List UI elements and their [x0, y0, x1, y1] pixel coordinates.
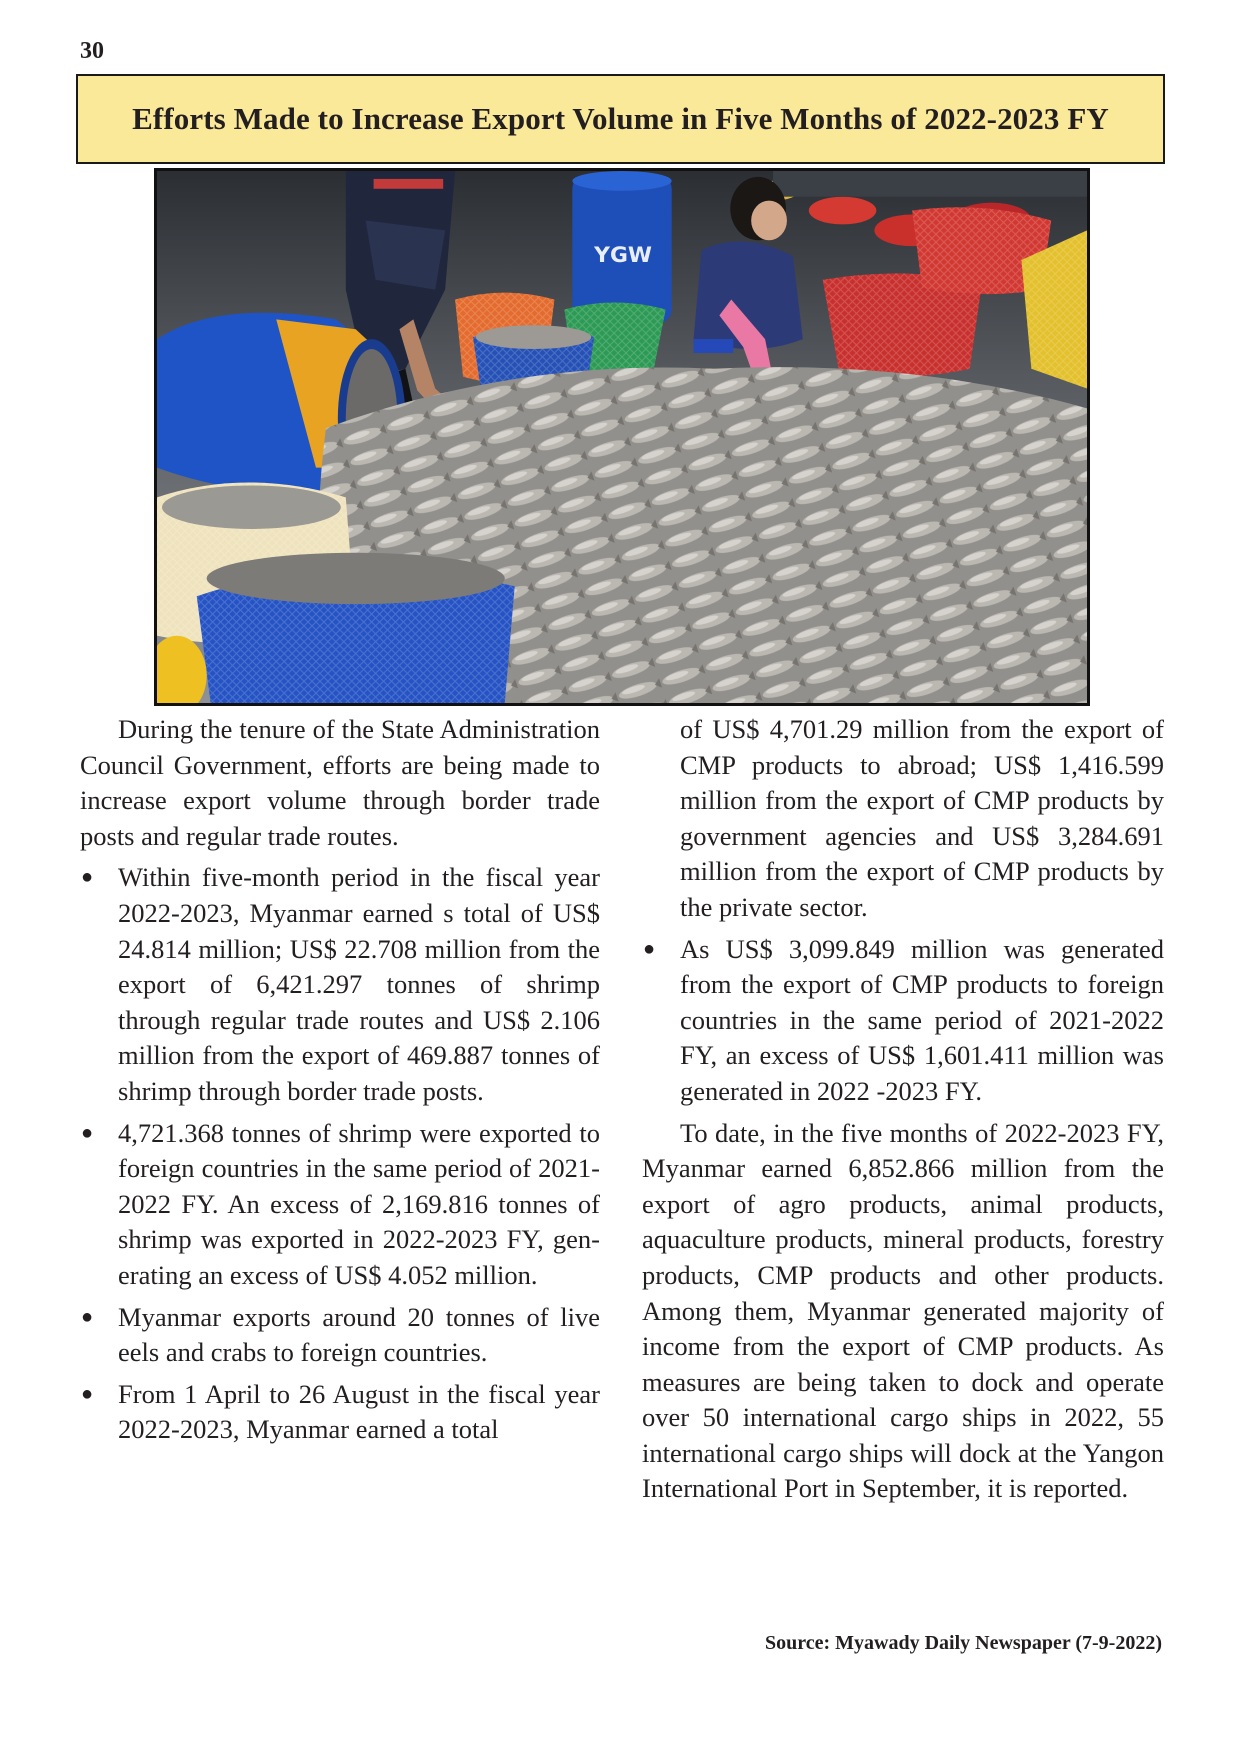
- right-column: [642, 712, 1164, 1507]
- bullet-icon: ●: [80, 866, 94, 889]
- bullet-icon: ●: [642, 937, 656, 960]
- title-banner: [76, 74, 1165, 164]
- bullet-text: As US$ 3,099.849 million was generated from the export of CMP products to foreign countries in the same period of 2021-2022 FY, an excess of US$ 1,601.411 million was generated in 2022 -2023 FY.: [680, 933, 1164, 1106]
- bullet-text: Within five-month period in the fiscal year 2022-2023, Myanmar earned s total of US$ 24.814 million; US$ 22.708 million from the export of 6,421.297 tonnes of shrimp through regular trade routes and US$ 2.106 million from the export of 469.887 tonnes of shrimp through border trade posts.: [118, 862, 600, 1106]
- fish-market-photo: [154, 168, 1090, 706]
- bullet-item-shrimp-excess: [80, 1116, 600, 1294]
- page-title: Efforts Made to Increase Export Volume in Five Months of 2022-2023 FY: [132, 101, 1109, 136]
- bullet-icon: ●: [80, 1121, 94, 1144]
- page-number: 30: [80, 38, 104, 64]
- bullet-item-cmp-total: [80, 1377, 600, 1448]
- intro-paragraph: During the tenure of the State Administration Council Government, efforts are being made to increase export volume through border trade posts and regular trade routes.: [80, 714, 600, 851]
- bullet-icon: ●: [80, 1382, 94, 1405]
- bullet-continuation: of US$ 4,701.29 million from the export of CMP products to abroad; US$ 1,416.599 million from the export of CMP products by government agencies and US$ 3,284.691 million from the export of CMP products by the private sector.: [680, 714, 1164, 922]
- bullet-item-eels-crabs: [80, 1300, 600, 1371]
- bullet-text: Myanmar exports around 20 tonnes of live eels and crabs to foreign countries.: [118, 1301, 600, 1368]
- source-citation: Source: Myawady Daily Newspaper (7-9-2022): [764, 1632, 1162, 1654]
- bullet-text: From 1 April to 26 August in the fiscal year 2022-2023, Myanmar earned a total: [118, 1378, 600, 1445]
- drum-label: YGW: [594, 243, 653, 268]
- bullet-list-right: [642, 932, 1164, 1110]
- left-column: [80, 712, 600, 1448]
- bullet-text: 4,721.368 tonnes of shrimp were exported to foreign countries in the same period of 2021-2022 FY. An excess of 2,169.816 tonnes of shrimp was exported in 2022-2023 FY, generating an excess of US$ 4.052 million.: [118, 1117, 600, 1290]
- bullet-icon: ●: [80, 1305, 94, 1328]
- closing-paragraph: To date, in the five months of 2022-2023 FY, Myanmar earned 6,852.866 million from the export of agro products, animal products, aquaculture products, mineral products, forestry products, CMP products and other products. Among them, Myanmar generated majority of income from the export of CMP products. As measures are being taken to dock and operate over 50 international cargo ships in 2022, 55 international cargo ships will dock at the Yangon International Port in September, it is reported.: [642, 1117, 1164, 1504]
- bullet-item-shrimp-earnings: [80, 860, 600, 1109]
- bullet-item-cmp-excess: [642, 932, 1164, 1110]
- bullet-list: [80, 860, 600, 1448]
